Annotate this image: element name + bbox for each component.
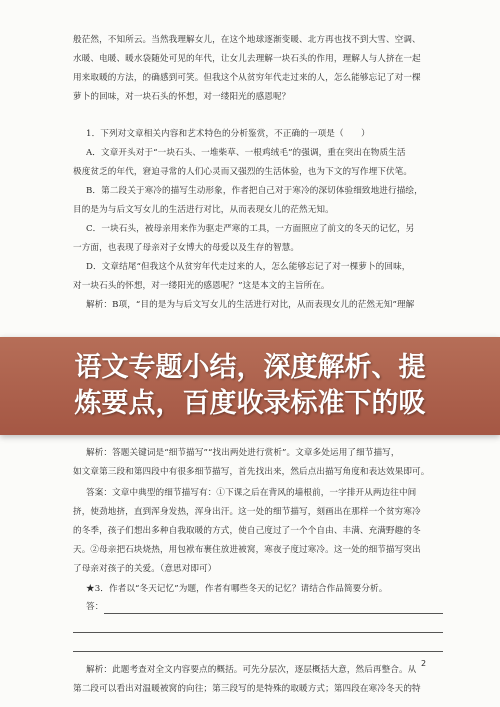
text-line: 用来取暖的方法，的确感到可笑。但我这个从贫穷年代走过来的人，怎么能够忘记了对一棵 xyxy=(73,73,421,83)
option-b: B．第二段关于寒冷的描写生动形象，作者把自己对于寒冷的深切体验细致地进行描绘， xyxy=(86,186,423,196)
page-number: 2 xyxy=(421,659,427,668)
analysis-1: 解析：B项，“目的是为与后文写女儿的生活进行对比，从而表现女儿的茫然无知”理解 xyxy=(86,300,415,310)
text-line: 对一块石头的怀想，对一缕阳光的感恩呢？”这是本文的主旨所在。 xyxy=(73,281,330,291)
banner-title-line-2: 炼要点，百度收录标准下的吸 xyxy=(74,388,426,419)
text-line: 天。②母亲把石块烧热，用包袱布裹住放进被窝，寒夜子度过寒冷。这一处的细节描写突出 xyxy=(73,545,421,555)
answer-2: 答案：文章中典型的细节描写有：①下课之后在背风的墙根前，一字排开从两边往中间 xyxy=(86,488,417,498)
option-a: A．文章开头对于“一块石头、一堆柴草、一根鸡绒毛”的强调，重在突出在物质生活 xyxy=(86,148,406,158)
question-3: ★3．作者以“冬天记忆”为题，作者有哪些冬天的记忆？请结合作品简要分析。 xyxy=(86,584,388,594)
text-line: 水暖、电暖、暖水袋随处可见的年代，让女儿去理解一块石头的作用，理解人与人挤在一起 xyxy=(73,54,421,64)
answer-rule xyxy=(73,651,443,652)
text-line: 挤，使劲地挤，直到浑身发热，浑身出汗。这一处的细节描写，刻画出在那样一个贫穷寒冷 xyxy=(73,507,421,517)
answer-rule xyxy=(73,632,443,633)
title-banner xyxy=(0,337,500,435)
text-line: 第二段可以看出对温暖被窝的向往；第三段写的是特殊的取暖方式；第四段在寒冷冬天的特 xyxy=(73,684,421,694)
text-line: 般茫然，不知所云。当然我理解女儿，在这个地球逐渐变暖、北方再也找不到大雪、空调、 xyxy=(73,35,421,45)
option-c: C．一块石头，被母亲用来作为驱走严寒的工具，一方面照应了前文的冬天的记忆，另 xyxy=(86,224,415,234)
text-line: 如文章第三段和第四段中有很多细节描写，首先找出来，然后点出描写角度和表达效果即可。 xyxy=(73,467,430,477)
question-1: 1．下列对文章相关内容和艺术特色的分析鉴赏，不正确的一项是（ ） xyxy=(86,129,370,139)
option-d: D．文章结尾“但我这个从贫穷年代走过来的人，怎么能够忘记了对一棵萝卜的回味， xyxy=(86,262,411,272)
analysis-3: 解析：此题考查对全文内容要点的概括。可先分层次，逐层概括大意，然后再整合。从 xyxy=(86,665,417,675)
text-line: 极度贫乏的年代，窘迫寻常的人们心灵而又强烈的生活体验，也为下文的写作埋下伏笔。 xyxy=(73,167,413,177)
text-line: 一方面，也表现了母亲对子女博大的母爱以及生存的智慧。 xyxy=(73,243,300,253)
answer-label: 答： xyxy=(86,602,104,612)
banner-title-line-1: 语文专题小结，深度解析、提 xyxy=(74,352,426,383)
analysis-2: 解析：答题关键词是“细节描写”“找出两处进行赏析”。文章多处运用了细节描写， xyxy=(86,448,400,458)
text-line: 目的是为与后文写女儿的生活进行对比，从而表现女儿的茫然无知。 xyxy=(73,205,334,215)
text-line: 萝卜的回味，对一块石头的怀想，对一缕阳光的感恩呢？ xyxy=(73,92,291,102)
answer-rule xyxy=(104,613,443,614)
text-line: 的冬季，孩子们想出多种自我取暖的方式，使自己度过了一个个自由、丰满、充满野趣的冬 xyxy=(73,526,421,536)
text-line: 了母亲对孩子的关爱。（意思对即可） xyxy=(73,564,217,574)
